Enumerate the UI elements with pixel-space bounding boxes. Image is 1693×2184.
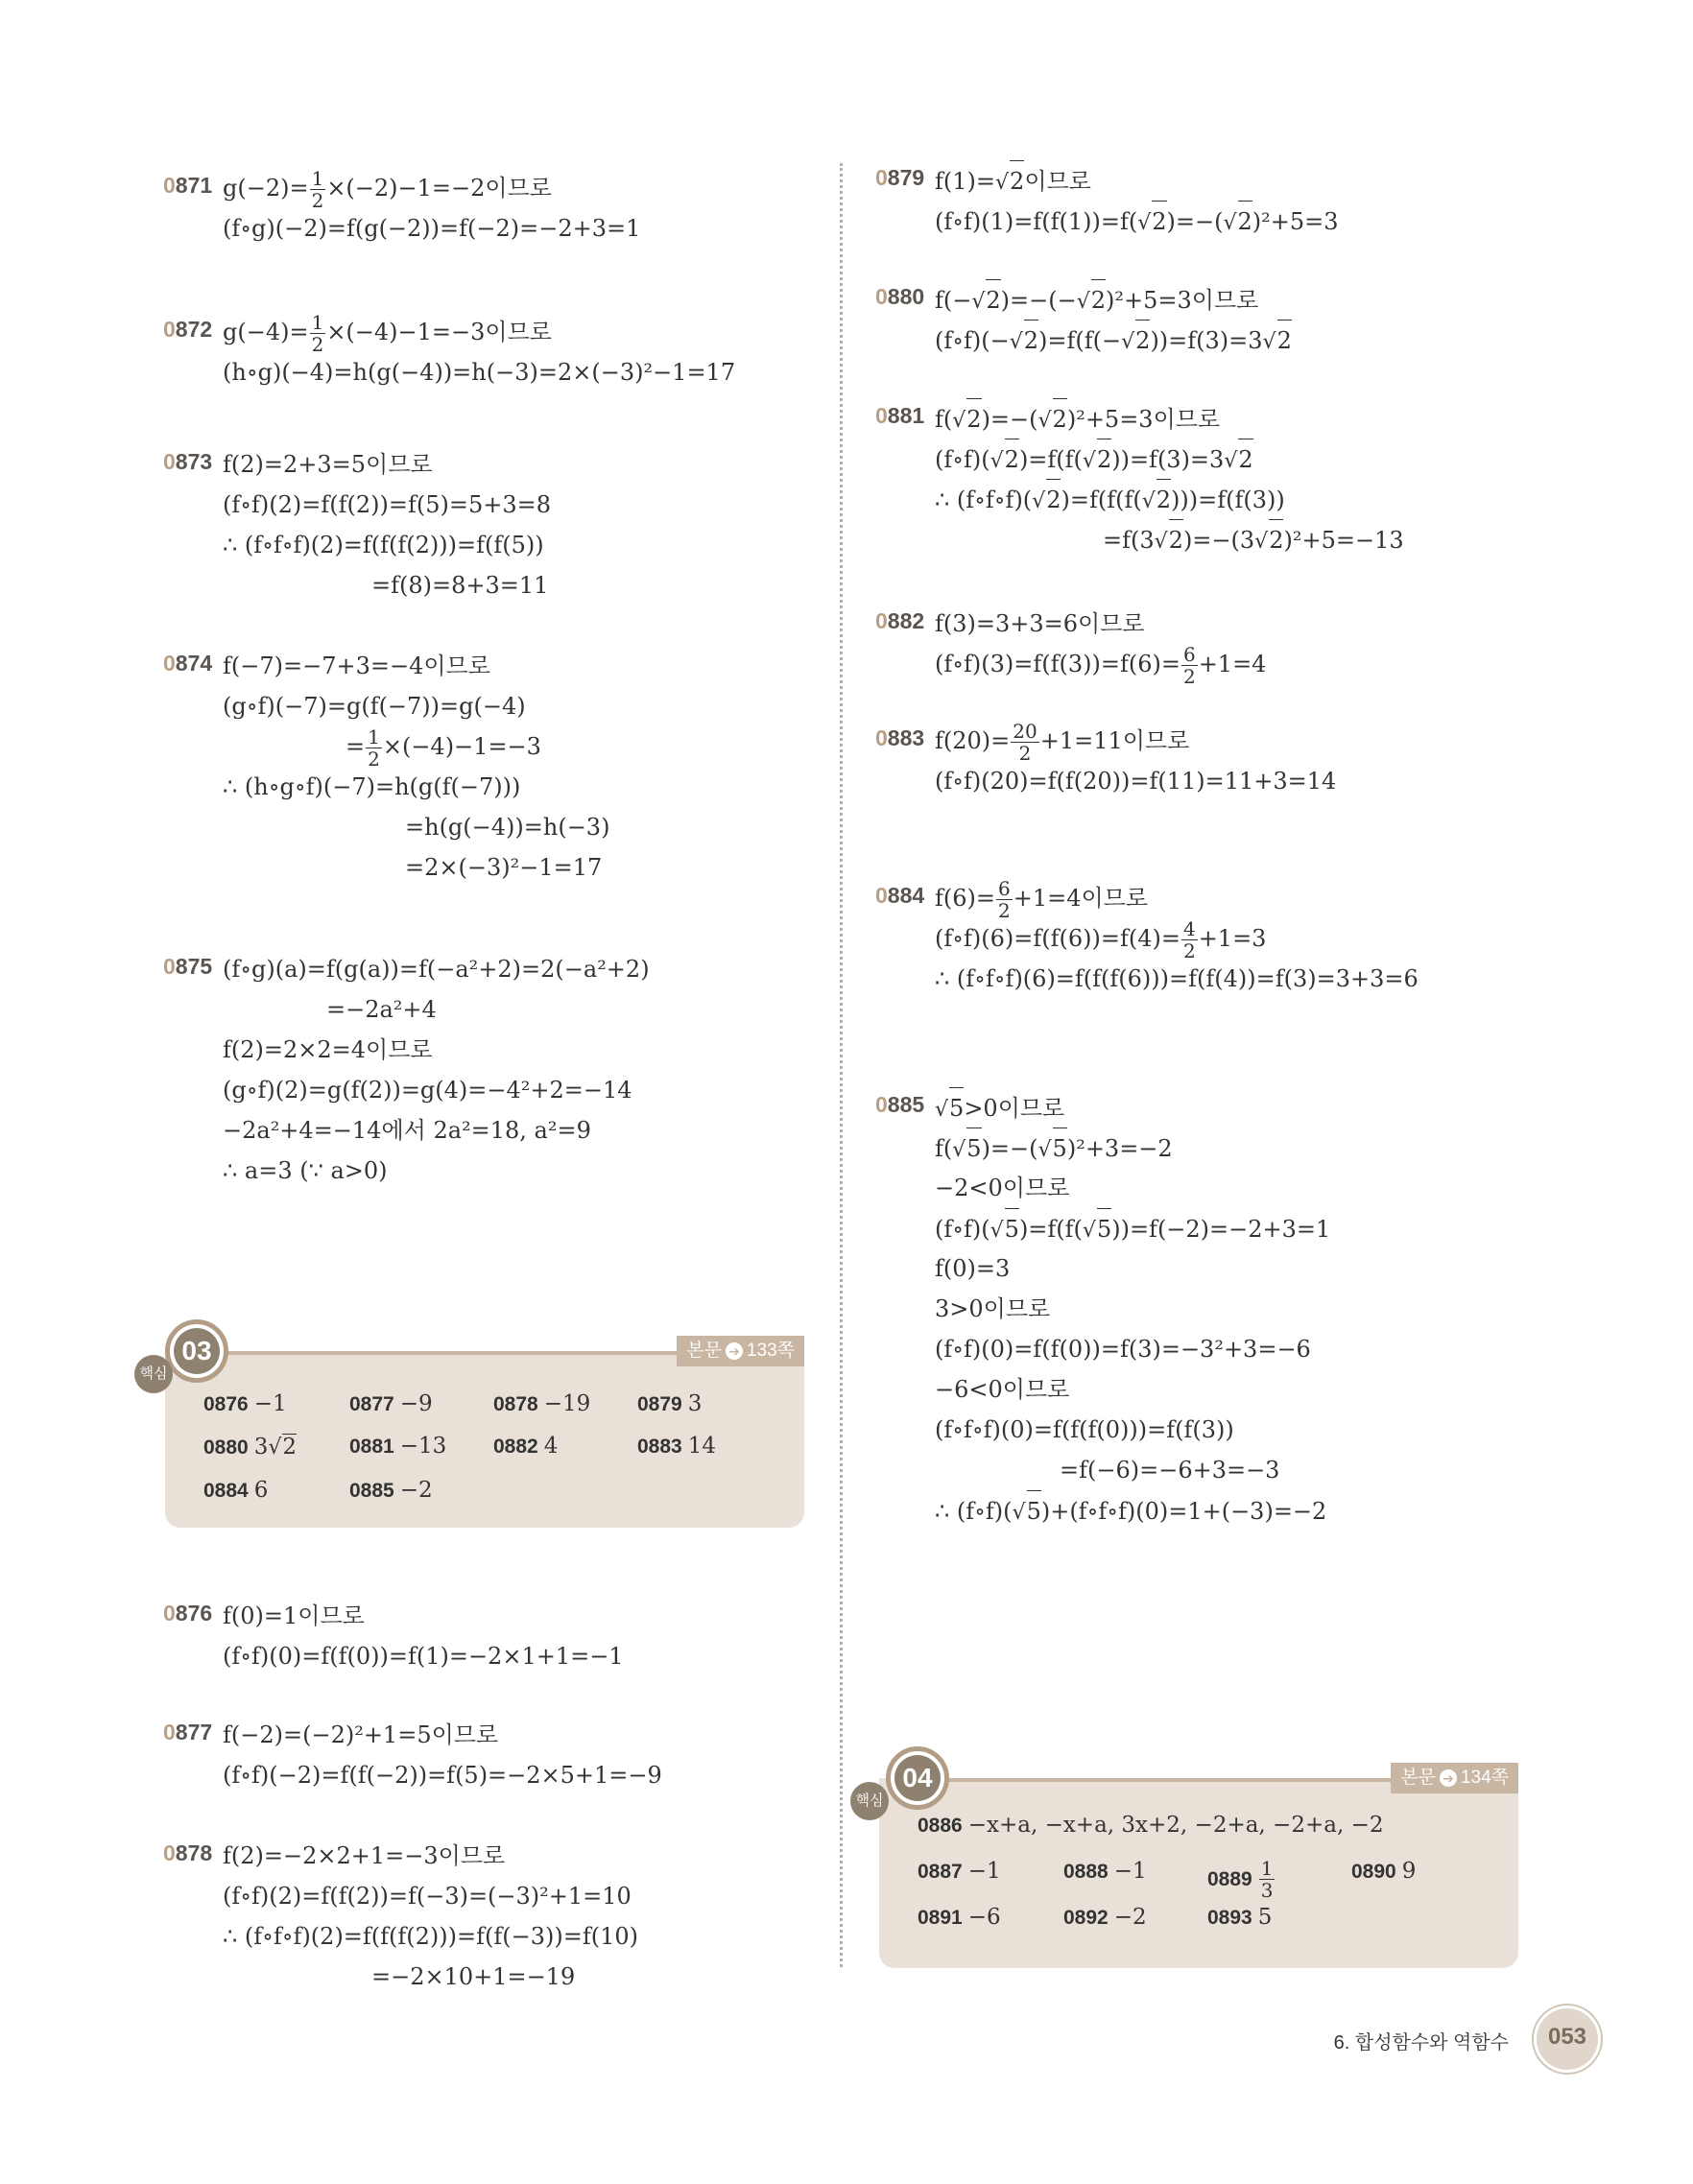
answer-0882 (493, 1434, 558, 1459)
square-root: √5 (935, 1095, 964, 1122)
answer-0893 (1207, 1905, 1272, 1930)
answer-number: 0878 (493, 1393, 538, 1415)
solution-line: f(√5)=−(√5)²+3=−2 (935, 1128, 1330, 1168)
fraction: $\frac{6}{2}$ (1182, 643, 1196, 688)
answer-number: 0884 (203, 1480, 249, 1502)
answer-number: 0879 (637, 1393, 682, 1415)
square-root: √2 (1032, 487, 1061, 513)
solution-line: (g∘f)(2)=g(f(2))=g(4)=−4²+2=−14 (223, 1077, 632, 1104)
square-root: √2 (971, 287, 1000, 314)
solution-lines (223, 949, 650, 1191)
answer-number: 0893 (1207, 1907, 1252, 1929)
solution-line: f(−√2)=−(−√2)²+5=3이므로 (935, 279, 1292, 320)
page-reference-badge (1391, 1763, 1518, 1793)
answer-0887 (918, 1859, 1001, 1884)
answer-number: 0885 (349, 1480, 394, 1502)
solution-line: f(2)=2+3=5이므로 (223, 451, 433, 478)
solution-line: (f∘f)(0)=f(f(0))=f(1)=−2×1+1=−1 (223, 1643, 624, 1670)
solution-line: (f∘f∘f)(0)=f(f(f(0)))=f(f(3)) (935, 1416, 1234, 1443)
fraction: $\frac{1}{2}$ (311, 167, 324, 212)
problem-number: 0872 (163, 317, 213, 342)
reference-page: 133쪽 (746, 1341, 795, 1361)
solution-line: (f∘f)(20)=f(f(20))=f(11)=11+3=14 (935, 768, 1337, 795)
solution-line: −6<0이므로 (935, 1376, 1070, 1403)
solution-line: (f∘g)(a)=f(g(a))=f(−a²+2)=2(−a²+2) (223, 956, 650, 983)
square-root: √2 (1142, 487, 1171, 513)
answer-0878 (493, 1391, 590, 1416)
chapter-title: 6. 합성함수와 역함수 (1333, 2032, 1509, 2053)
column-divider (840, 163, 843, 1967)
section-number: 04 (894, 1755, 941, 1801)
solution-lines (935, 160, 1339, 241)
solution-lines (223, 168, 640, 249)
problem-number: 0871 (163, 173, 213, 198)
answer-0876 (203, 1391, 287, 1416)
answer-value: −1 (967, 1859, 1001, 1884)
section-number-circle (886, 1746, 949, 1810)
square-root: √2 (1121, 327, 1150, 354)
solution-line: 3>0이므로 (935, 1295, 1051, 1322)
solution-line: ∴ (h∘g∘f)(−7)=h(g(f(−7))) (223, 773, 521, 800)
square-root: √2 (990, 446, 1019, 473)
answer-value: 3 (687, 1391, 703, 1416)
answer-0883 (637, 1434, 716, 1459)
answer-0886 (918, 1813, 1383, 1838)
answer-0889 (1207, 1859, 1276, 1900)
problem-number: 0879 (875, 165, 925, 190)
answer-value: −1 (253, 1391, 287, 1416)
solution-lines (223, 1836, 638, 1997)
solution-line: =2×(−3)²−1=17 (405, 854, 603, 881)
square-root: √2 (995, 168, 1024, 195)
solution-line: (f∘f)(0)=f(f(0))=f(3)=−3²+3=−6 (935, 1336, 1311, 1363)
fraction: $\frac{1}{3}$ (1260, 1857, 1274, 1902)
answer-value: 14 (687, 1434, 716, 1459)
problem-number: 0881 (875, 403, 925, 428)
answer-box-core-03 (165, 1341, 804, 1528)
solution-lines (935, 604, 1267, 688)
core-tag: 핵심 (850, 1782, 889, 1820)
solution-line: f(2)=−2×2+1=−3이므로 (223, 1842, 506, 1869)
solution-line: ∴ (f∘f∘f)(6)=f(f(f(6)))=f(f(4))=f(3)=3+3=6 (935, 965, 1419, 992)
answer-value: 4 (543, 1434, 559, 1459)
answer-value: −2 (1113, 1905, 1147, 1930)
arrow-right-icon: ➔ (1440, 1769, 1457, 1787)
section-number-circle (165, 1319, 228, 1383)
solution-line: =−2×10+1=−19 (371, 1963, 576, 1990)
solution-line: ∴ a=3 (∵ a>0) (223, 1157, 388, 1184)
answer-value: −13 (399, 1434, 447, 1459)
problem-number: 0884 (875, 883, 925, 908)
solution-line: =h(g(−4))=h(−3) (405, 814, 610, 841)
answer-0885 (349, 1478, 433, 1503)
fraction: $\frac{6}{2}$ (998, 877, 1011, 922)
solution-lines (935, 721, 1336, 801)
solution-line: g(−2)= $\frac{1}{2}$ ×(−2)−1=−2이므로 (223, 167, 552, 212)
answer-number: 0889 (1207, 1867, 1252, 1890)
square-root: √2 (1155, 527, 1183, 554)
answer-number: 0876 (203, 1393, 249, 1415)
problem-number: 0878 (163, 1840, 213, 1865)
solution-line: (f∘f)(√5)=f(f(√5))=f(−2)=−2+3=1 (935, 1208, 1330, 1248)
reference-label: 본문 (686, 1341, 722, 1361)
square-root: √2 (1083, 446, 1111, 473)
solution-lines (935, 398, 1404, 559)
fraction: $\frac{20}{2}$ (1013, 720, 1037, 765)
square-root: √2 (1010, 327, 1038, 354)
answer-0880 (203, 1434, 297, 1460)
solution-line: =−2a²+4 (326, 996, 437, 1023)
solution-line: f(√2)=−(√2)²+5=3이므로 (935, 398, 1404, 439)
square-root: √2 (1224, 446, 1252, 473)
solution-line: (f∘f)(1)=f(f(1))=f(√2)=−(√2)²+5=3 (935, 201, 1339, 241)
problem-number: 0873 (163, 449, 213, 474)
reference-page: 134쪽 (1460, 1768, 1509, 1788)
answer-number: 0891 (918, 1907, 963, 1929)
square-root: √2 (1137, 208, 1166, 235)
answer-number: 0892 (1063, 1907, 1109, 1929)
section-number: 03 (174, 1328, 220, 1374)
solution-lines (223, 1715, 662, 1795)
solution-lines (935, 279, 1292, 360)
answer-value: −6 (967, 1905, 1001, 1930)
answer-value (1258, 1857, 1276, 1902)
answer-0879 (637, 1391, 702, 1416)
answer-number: 0882 (493, 1436, 538, 1458)
solution-line: (f∘f)(−2)=f(f(−2))=f(5)=−2×5+1=−9 (223, 1762, 662, 1789)
page-number: 053 (1547, 2024, 1587, 2050)
answer-number: 0881 (349, 1436, 394, 1458)
answer-0891 (918, 1905, 1001, 1930)
solution-line: f(0)=3 (935, 1255, 1011, 1282)
problem-number: 0880 (875, 284, 925, 309)
reference-label: 본문 (1400, 1768, 1436, 1788)
answer-number: 0880 (203, 1436, 249, 1459)
solution-line: ∴ (f∘f)(√5)+(f∘f∘f)(0)=1+(−3)=−2 (935, 1490, 1330, 1531)
square-root: √2 (952, 406, 981, 433)
solution-lines (223, 444, 551, 605)
solution-lines (223, 646, 609, 888)
problem-number: 0877 (163, 1720, 213, 1745)
square-root: √5 (1013, 1498, 1041, 1525)
solution-line: ∴ (f∘f∘f)(2)=f(f(f(2)))=f(f(−3))=f(10) (223, 1923, 638, 1950)
answer-0884 (203, 1478, 268, 1503)
square-root: √2 (1223, 208, 1252, 235)
solution-line: ∴ (f∘f∘f)(2)=f(f(f(2)))=f(f(5)) (223, 532, 544, 558)
answer-value: 6 (253, 1478, 269, 1503)
answer-value: −x+a, −x+a, 3x+2, −2+a, −2+a, −2 (967, 1813, 1384, 1838)
solution-line: (f∘f)(6)=f(f(6))=f(4)= $\frac{4}{2}$ +1=3 (935, 917, 1267, 962)
solution-line: f(3)=3+3=6이므로 (935, 610, 1145, 637)
answer-value: 5 (1257, 1905, 1273, 1930)
solution-lines (935, 1087, 1330, 1531)
page-reference-badge (677, 1336, 804, 1366)
fraction: $\frac{1}{2}$ (311, 311, 324, 356)
solution-line: (f∘f)(3)=f(f(3))=f(6)= $\frac{6}{2}$ +1=4 (935, 643, 1267, 688)
solution-line: (h∘g)(−4)=h(g(−4))=h(−3)=2×(−3)²−1=17 (223, 359, 736, 386)
problem-number: 0875 (163, 954, 213, 979)
square-root: √5 (990, 1216, 1019, 1243)
problem-number: 0876 (163, 1601, 213, 1626)
problem-number: 0883 (875, 725, 925, 750)
fraction: $\frac{1}{2}$ (368, 725, 380, 771)
square-root: √2 (1077, 287, 1106, 314)
square-root: √2 (1254, 527, 1283, 554)
square-root: √5 (1083, 1216, 1111, 1243)
solution-line: f(20)= $\frac{20}{2}$ +1=11이므로 (935, 720, 1190, 765)
square-root: √5 (952, 1135, 981, 1162)
answer-value: −2 (399, 1478, 433, 1503)
answer-value: −9 (399, 1391, 433, 1416)
solution-line: f(1)=√2이므로 (935, 160, 1339, 201)
problem-number: 0874 (163, 651, 213, 676)
answer-value: −19 (543, 1391, 591, 1416)
solution-line: =f(−6)=−6+3=−3 (1060, 1457, 1280, 1484)
problem-number: 0885 (875, 1092, 925, 1117)
answer-0881 (349, 1434, 446, 1459)
solution-line: =f(8)=8+3=11 (371, 572, 549, 599)
answer-value: −1 (1113, 1859, 1147, 1884)
solution-line: −2a²+4=−14에서 2a²=18, a²=9 (223, 1117, 591, 1144)
solution-line: =f(3√2)=−(3√2)²+5=−13 (935, 519, 1404, 559)
solution-lines (223, 312, 735, 392)
solution-line: (f∘f)(2)=f(f(2))=f(5)=5+3=8 (223, 491, 551, 518)
core-tag: 핵심 (134, 1355, 173, 1393)
solution-line: f(−7)=−7+3=−4이므로 (223, 653, 490, 679)
page-number-badge (1534, 2006, 1601, 2073)
square-root: √5 (1038, 1135, 1067, 1162)
answer-value: 9 (1401, 1859, 1417, 1884)
solution-lines (935, 878, 1419, 999)
answer-0877 (349, 1391, 433, 1416)
solution-line: f(−2)=(−2)²+1=5이므로 (223, 1721, 499, 1748)
solution-lines (223, 1596, 624, 1676)
arrow-right-icon: ➔ (726, 1342, 743, 1360)
solution-line: (f∘f)(2)=f(f(2))=f(−3)=(−3)²+1=10 (223, 1883, 632, 1910)
answer-number: 0886 (918, 1815, 963, 1837)
solution-line: (g∘f)(−7)=g(f(−7))=g(−4) (223, 693, 526, 720)
solution-line: −2<0이므로 (935, 1175, 1070, 1201)
answer-number: 0888 (1063, 1861, 1109, 1883)
solution-line: (f∘f)(−√2)=f(f(−√2))=f(3)=3√2 (935, 320, 1292, 360)
answer-number: 0883 (637, 1436, 682, 1458)
solution-line: f(6)= $\frac{6}{2}$ +1=4이므로 (935, 877, 1149, 922)
answer-0890 (1351, 1859, 1416, 1884)
solution-line: (f∘f)(√2)=f(f(√2))=f(3)=3√2 (935, 439, 1404, 479)
solution-line: ∴ (f∘f∘f)(√2)=f(f(f(√2)))=f(f(3)) (935, 479, 1404, 519)
solution-line: g(−4)= $\frac{1}{2}$ ×(−4)−1=−3이므로 (223, 311, 552, 356)
solution-line: f(0)=1이므로 (223, 1602, 365, 1629)
solution-line: (f∘g)(−2)=f(g(−2))=f(−2)=−2+3=1 (223, 215, 641, 242)
answer-number: 0877 (349, 1393, 394, 1415)
problem-number: 0882 (875, 608, 925, 633)
solution-line: = $\frac{1}{2}$ ×(−4)−1=−3 (346, 725, 541, 771)
solution-line: f(2)=2×2=4이므로 (223, 1036, 433, 1063)
fraction: $\frac{4}{2}$ (1182, 917, 1196, 962)
answer-value: 3√2 (253, 1435, 298, 1460)
square-root: √2 (1263, 327, 1292, 354)
solution-line: √5>0이므로 (935, 1087, 1330, 1128)
answer-0888 (1063, 1859, 1147, 1884)
answer-number: 0890 (1351, 1861, 1396, 1883)
answer-number: 0887 (918, 1861, 963, 1883)
square-root: √2 (1038, 406, 1067, 433)
answer-0892 (1063, 1905, 1147, 1930)
square-root: √2 (268, 1435, 298, 1460)
